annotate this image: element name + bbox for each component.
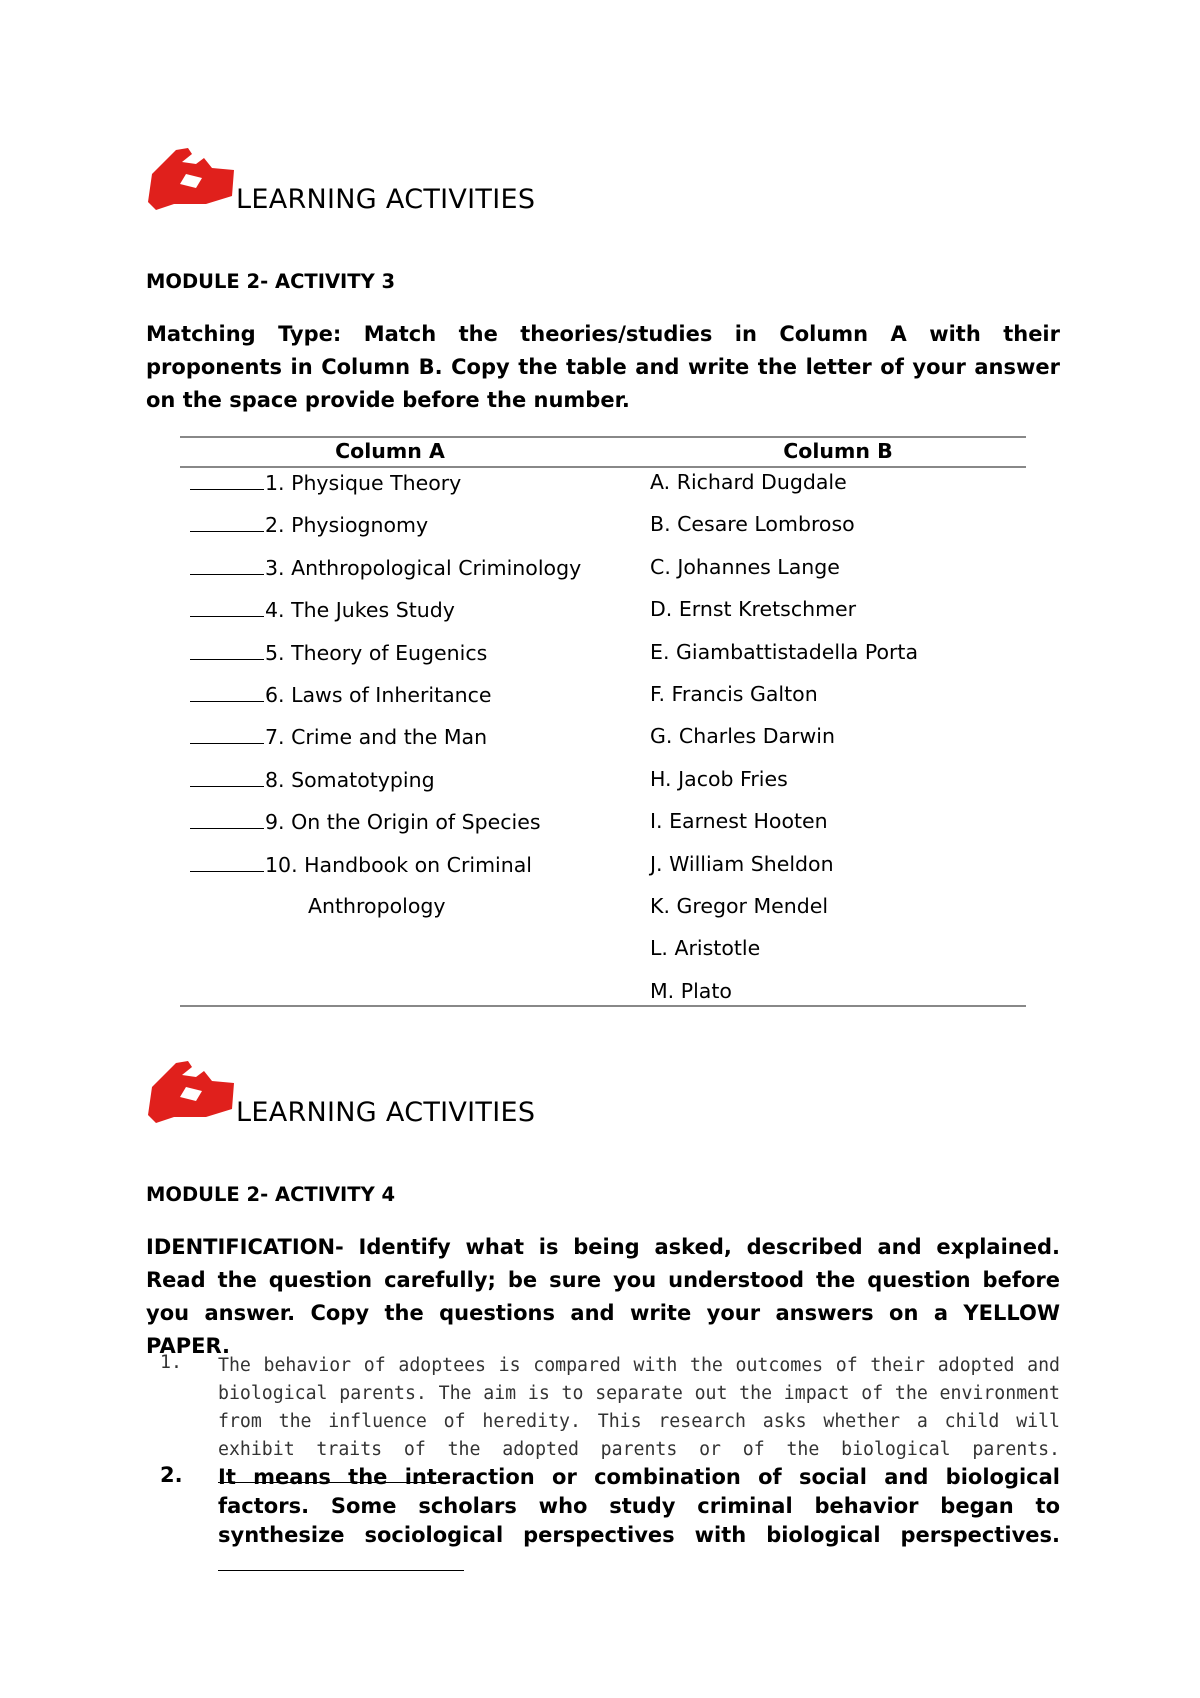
column-b-item: F. Francis Galton bbox=[650, 681, 818, 706]
answer-blank[interactable] bbox=[190, 594, 264, 617]
column-a-continuation: Anthropology bbox=[308, 893, 446, 918]
column-b-item: C. Johannes Lange bbox=[650, 554, 840, 579]
section-heading bbox=[146, 1057, 746, 1137]
column-a-item: 4. The Jukes Study bbox=[265, 598, 455, 623]
table-row bbox=[190, 679, 630, 721]
column-b-item: K. Gregor Mendel bbox=[650, 893, 829, 918]
column-a-item: 6. Laws of Inheritance bbox=[265, 682, 492, 707]
column-a-item: 7. Crime and the Man bbox=[265, 725, 488, 750]
heading-title: LEARNING ACTIVITIES bbox=[236, 184, 536, 215]
column-a-item: 8. Somatotyping bbox=[265, 767, 435, 792]
column-a-item: 2. Physiognomy bbox=[265, 513, 429, 538]
table-row bbox=[190, 552, 630, 594]
table-row bbox=[190, 637, 630, 679]
column-b-item: I. Earnest Hooten bbox=[650, 809, 828, 834]
column-b-header: Column B bbox=[783, 439, 893, 463]
table-row bbox=[190, 467, 630, 509]
column-b-item: D. Ernst Kretschmer bbox=[650, 597, 857, 622]
question-number: 2. bbox=[160, 1463, 183, 1487]
section-heading bbox=[146, 144, 746, 224]
column-a-item: 10. Handbook on Criminal bbox=[265, 852, 532, 877]
question-text: It means the interaction or combination of social and biological factors. Some scholars who study criminal behavior began to synthesize sociological perspectives with biological perspectives. bbox=[218, 1465, 1060, 1547]
heading-title: LEARNING ACTIVITIES bbox=[236, 1097, 536, 1128]
table-row bbox=[190, 721, 630, 763]
column-b-item: H. Jacob Fries bbox=[650, 766, 788, 791]
column-b-item: E. Giambattistadella Porta bbox=[650, 639, 919, 664]
column-b-item: M. Plato bbox=[650, 978, 732, 1003]
module-label: MODULE 2- ACTIVITY 4 bbox=[146, 1183, 396, 1206]
column-a-item: 1. Physique Theory bbox=[265, 471, 462, 495]
question-number: 1. bbox=[160, 1352, 182, 1373]
column-b-item: A. Richard Dugdale bbox=[650, 470, 847, 494]
answer-blank[interactable] bbox=[190, 552, 264, 575]
table-row bbox=[190, 594, 630, 636]
column-a-item: 9. On the Origin of Species bbox=[265, 810, 541, 835]
table-row bbox=[190, 509, 630, 551]
column-b-item: G. Charles Darwin bbox=[650, 724, 835, 749]
answer-blank[interactable] bbox=[190, 637, 264, 660]
column-a-list bbox=[190, 467, 630, 933]
table-top-rule bbox=[180, 436, 1026, 438]
answer-blank[interactable] bbox=[190, 509, 264, 532]
table-row bbox=[190, 806, 630, 848]
answer-blank[interactable] bbox=[190, 764, 264, 787]
table-bottom-rule bbox=[180, 1005, 1026, 1007]
answer-blank[interactable] bbox=[190, 849, 264, 872]
table-row bbox=[190, 764, 630, 806]
answer-blank[interactable] bbox=[190, 679, 264, 702]
answer-blank[interactable] bbox=[190, 467, 264, 490]
table-row bbox=[190, 849, 630, 891]
column-a-item: 5. Theory of Eugenics bbox=[265, 640, 488, 665]
column-b-item: L. Aristotle bbox=[650, 936, 761, 961]
module-label: MODULE 2- ACTIVITY 3 bbox=[146, 270, 396, 293]
instructions-text: IDENTIFICATION- Identify what is being asked, described and explained. Read the question carefully; be sure you understood the question before you answer. Copy the questions and write your answers on a YELLOW PAPER. bbox=[146, 1235, 1060, 1358]
pointing-hand-icon bbox=[146, 1057, 236, 1129]
column-a-item: 3. Anthropological Criminology bbox=[265, 555, 582, 580]
column-b-item: B. Cesare Lombroso bbox=[650, 512, 855, 537]
question-text: The behavior of adoptees is compared with the outcomes of their adopted and biological parents. The aim is to separate out the impact of the environment from the influence of heredity. This research asks whether a child will exhibit traits of the adopted parents or of the biological parents. bbox=[218, 1355, 1060, 1460]
pointing-hand-icon bbox=[146, 144, 236, 216]
column-a-header: Column A bbox=[335, 439, 445, 463]
instructions-text: Matching Type: Match the theories/studies in Column A with their proponents in Column B. Copy the table and write the letter of your answer on the space provide before the number. bbox=[146, 322, 1060, 412]
answer-line[interactable] bbox=[218, 1552, 464, 1571]
column-b-list bbox=[650, 467, 1026, 1018]
column-b-item: J. William Sheldon bbox=[650, 851, 834, 876]
answer-blank[interactable] bbox=[190, 721, 264, 744]
answer-blank[interactable] bbox=[190, 806, 264, 829]
